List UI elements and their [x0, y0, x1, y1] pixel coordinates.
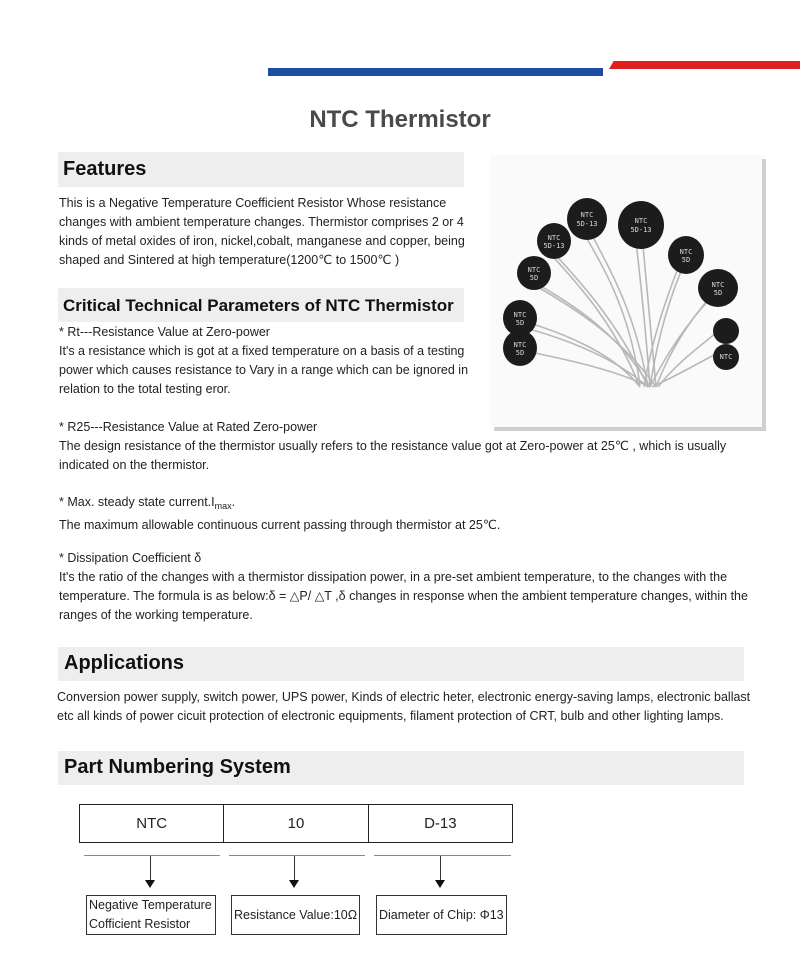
text-line: relation to the total testing eror.: [59, 382, 231, 396]
header-blue-stripe: [268, 68, 603, 76]
arrow-down-icon: [289, 880, 299, 888]
disc-label: NTC: [634, 217, 648, 225]
part-description-box: [86, 895, 216, 935]
text-line: etc all kinds of power cicuit protection of electronic equipments, filament protection of CRT, bulb and other lighting lamps.: [57, 709, 724, 723]
features-text: [59, 194, 464, 270]
header-red-stripe: [609, 61, 800, 69]
bracket-line: [229, 855, 365, 856]
connector-line: [150, 856, 151, 880]
disc-label: 5D-13: [543, 242, 565, 250]
text-line: power which causes resistance to Vary in a range which can be ignored in: [59, 363, 469, 377]
ntc-thermistor-photo: [490, 155, 762, 427]
features-heading: Features: [58, 152, 464, 187]
text-line: Diameter of Chip: Φ13: [379, 907, 504, 922]
text-line: ranges of the working temperature.: [59, 608, 253, 622]
thermistor-illustration: [490, 155, 762, 427]
imax-label-prefix: * Max. steady state current.I: [59, 495, 215, 509]
disc-label: 5D-13: [576, 220, 598, 228]
text-line: * R25---Resistance Value at Rated Zero-power: [59, 420, 318, 434]
part-description-text: [89, 896, 212, 934]
dissipation-parameter-text: [59, 549, 748, 625]
text-line: It's the ratio of the changes with a thermistor dissipation power, in a pre-set ambient temperature, to the changes with the: [59, 570, 728, 584]
disc-label: 5D: [515, 319, 525, 327]
applications-text: [57, 688, 757, 726]
disc-label: 5D-13: [630, 226, 652, 234]
connector-line: [440, 856, 441, 880]
r25-parameter-text: [59, 418, 745, 475]
bracket-line: [84, 855, 220, 856]
arrow-down-icon: [435, 880, 445, 888]
disc-label: NTC: [513, 341, 527, 349]
disc-label: 5D: [713, 289, 723, 297]
text-line: The design resistance of the thermistor usually refers to the resistance value got at Zero-power at 25℃ , which is usually: [59, 439, 727, 453]
disc-label: NTC: [547, 234, 561, 242]
part-description-box: [231, 895, 360, 935]
imax-label: [59, 493, 745, 516]
disc-label: NTC: [527, 266, 541, 274]
text-line: changes with ambient temperature changes. Thermistor comprises 2 or 4: [59, 215, 464, 229]
text-line: kinds of metal oxides of iron, nickel,cobalt, manganese and copper, being: [59, 234, 465, 248]
disc-label: NTC: [580, 211, 594, 219]
text-line: This is a Negative Temperature Coefficient Resistor Whose resistance: [59, 196, 447, 210]
part-number-cell: D-13: [424, 815, 457, 832]
text-line: indicated on the thermistor.: [59, 458, 210, 472]
text-line: The maximum allowable continuous current passing through thermistor at 25℃.: [59, 518, 501, 532]
text-line: * Dissipation Coefficient δ: [59, 551, 202, 565]
part-number-cell: 10: [224, 805, 368, 842]
part-numbering-heading: Part Numbering System: [58, 751, 744, 785]
disc-label: NTC: [513, 311, 527, 319]
disc-label: 5D: [515, 349, 525, 357]
disc-label: 5D: [529, 274, 539, 282]
page-title: NTC Thermistor: [309, 106, 491, 133]
connector-line: [294, 856, 295, 880]
disc-label: 5D: [681, 256, 691, 264]
rt-parameter-text: [59, 323, 469, 399]
imax-label-suffix: .: [231, 495, 236, 509]
disc-label: NTC: [711, 281, 725, 289]
text-line: It's a resistance which is got at a fixed temperature on a basis of a testing: [59, 344, 465, 358]
bracket-line: [374, 855, 511, 856]
disc-label: NTC: [679, 248, 693, 256]
disc-label: NTC: [719, 353, 733, 361]
text-line: Conversion power supply, switch power, UPS power, Kinds of electric heter, electronic energy-saving lamps, electronic ballast: [57, 690, 751, 704]
part-number-cell: NTC: [80, 805, 224, 842]
part-description-box: [376, 895, 507, 935]
text-line: temperature. The formula is as below:δ = △P/ △T ,δ changes in response when the ambient temperature changes, within the: [59, 589, 748, 603]
text-line: shaped and Sintered at high temperature(1200℃ to 1500℃ ): [59, 253, 400, 267]
imax-parameter-text: [59, 493, 745, 535]
text-line: Resistance Value:10Ω: [234, 907, 358, 922]
text-line: Negative Temperature: [89, 898, 212, 912]
part-number-table: [79, 804, 513, 843]
arrow-down-icon: [145, 880, 155, 888]
text-line: Cofficient Resistor: [89, 917, 191, 931]
text-line: * Rt---Resistance Value at Zero-power: [59, 325, 270, 339]
imax-subscript: max: [214, 501, 232, 511]
critical-parameters-heading: Critical Technical Parameters of NTC Thermistor: [58, 288, 464, 322]
applications-heading: Applications: [58, 647, 744, 681]
